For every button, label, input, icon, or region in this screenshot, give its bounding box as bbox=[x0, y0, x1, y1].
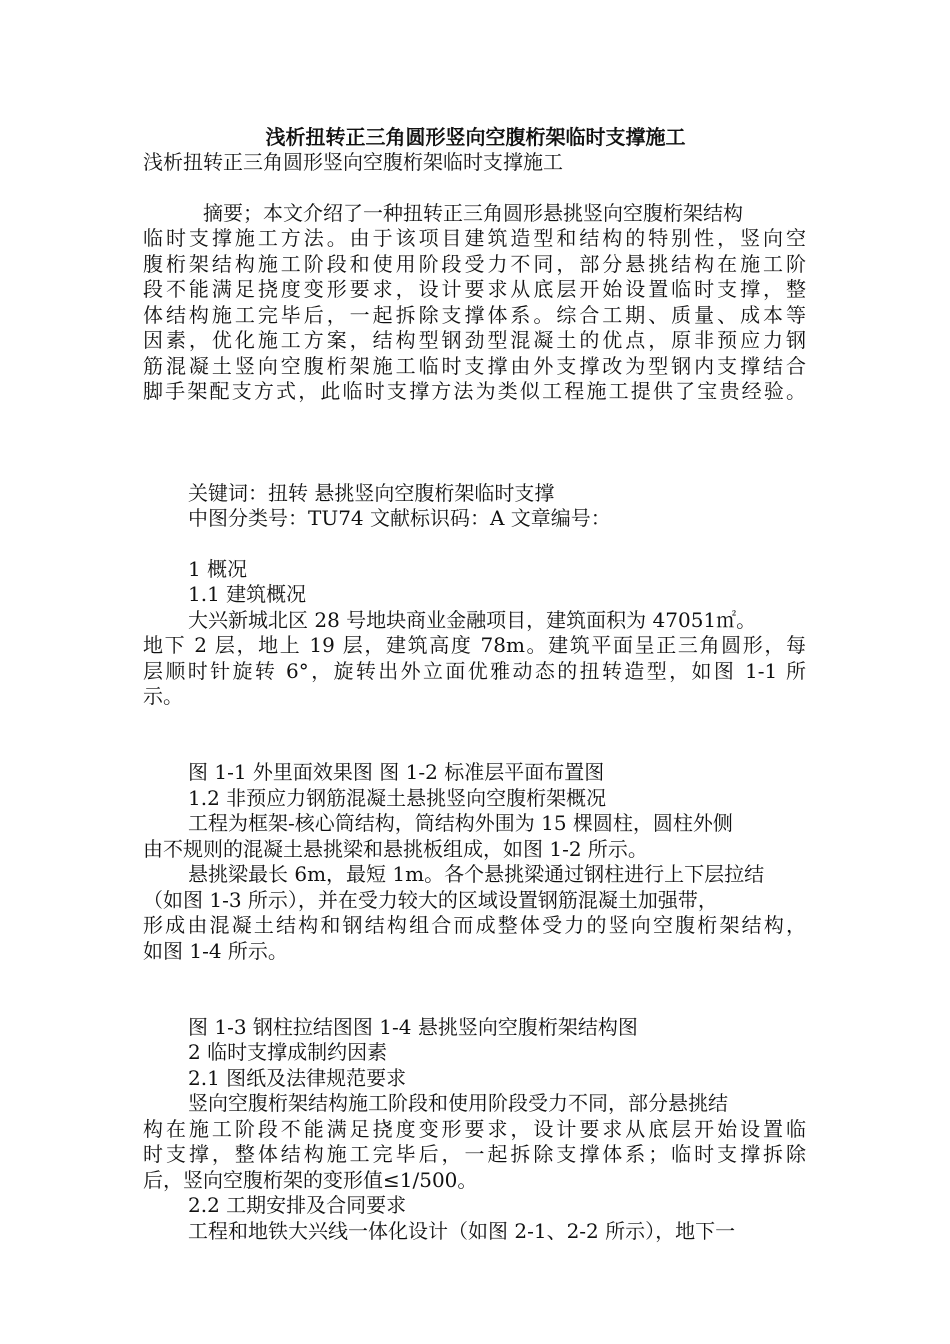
paragraph-line: 时支撑，整体结构施工完毕后，一起拆除支撑体系；临时支撑拆除 bbox=[143, 1142, 806, 1166]
section-heading: 2 临时支撑成制约因素 bbox=[188, 1040, 388, 1064]
document-subtitle: 浅析扭转正三角圆形竖向空腹桁架临时支撑施工 bbox=[143, 150, 563, 174]
subsection-heading: 1.1 建筑概况 bbox=[188, 582, 307, 606]
paragraph-line: 示。 bbox=[143, 684, 183, 708]
abstract-line: 腹桁架结构施工阶段和使用阶段受力不同，部分悬挑结构在施工阶 bbox=[143, 252, 806, 276]
abstract-line: 段不能满足挠度变形要求，设计要求从底层开始设置临时支撑，整 bbox=[143, 277, 806, 301]
keywords: 关键词：扭转 悬挑竖向空腹桁架临时支撑 bbox=[188, 481, 555, 505]
figure-caption: 图 1-1 外里面效果图 图 1-2 标准层平面布置图 bbox=[188, 760, 605, 784]
abstract-line: 脚手架配支方式，此临时支撑方法为类似工程施工提供了宝贵经验。 bbox=[143, 379, 806, 403]
paragraph-line: 形成由混凝土结构和钢结构组合而成整体受力的竖向空腹桁架结构， bbox=[143, 913, 806, 937]
paragraph-line: 后，竖向空腹桁架的变形值≤1/500。 bbox=[143, 1168, 478, 1192]
abstract-line: 摘要；本文介绍了一种扭转正三角圆形悬挑竖向空腹桁架结构 bbox=[203, 201, 743, 225]
paragraph-line: 构在施工阶段不能满足挠度变形要求，设计要求从底层开始设置临 bbox=[143, 1117, 806, 1141]
classification: 中图分类号：TU74 文献标识码：A 文章编号： bbox=[188, 506, 611, 530]
paragraph-line: 工程和地铁大兴线一体化设计（如图 2-1、2-2 所示），地下一 bbox=[188, 1219, 736, 1243]
paragraph-line: 悬挑梁最长 6m，最短 1m。各个悬挑梁通过钢柱进行上下层拉结 bbox=[188, 862, 765, 886]
abstract-line: 临时支撑施工方法。由于该项目建筑造型和结构的特别性，竖向空 bbox=[143, 226, 806, 250]
figure-caption: 图 1-3 钢柱拉结图图 1-4 悬挑竖向空腹桁架结构图 bbox=[188, 1015, 638, 1039]
abstract-line: 筋混凝土竖向空腹桁架施工临时支撑由外支撑改为型钢内支撑结合 bbox=[143, 354, 806, 378]
paragraph-line: 如图 1-4 所示。 bbox=[143, 939, 288, 963]
subsection-heading: 1.2 非预应力钢筋混凝土悬挑竖向空腹桁架概况 bbox=[188, 786, 607, 810]
paragraph-line: 竖向空腹桁架结构施工阶段和使用阶段受力不同，部分悬挑结 bbox=[188, 1091, 728, 1115]
section-heading: 1 概况 bbox=[188, 557, 248, 581]
abstract-line: 体结构施工完毕后，一起拆除支撑体系。综合工期、质量、成本等 bbox=[143, 303, 806, 327]
paragraph-line: 工程为框架-核心筒结构，筒结构外围为 15 棵圆柱，圆柱外侧 bbox=[188, 811, 733, 835]
paragraph-line: 地下 2 层，地上 19 层，建筑高度 78m。建筑平面呈正三角圆形，每 bbox=[143, 633, 806, 657]
abstract-line: 因素，优化施工方案，结构型钢劲型混凝土的优点，原非预应力钢 bbox=[143, 328, 806, 352]
document-title: 浅析扭转正三角圆形竖向空腹桁架临时支撑施工 bbox=[265, 125, 686, 149]
subsection-heading: 2.2 工期安排及合同要求 bbox=[188, 1193, 407, 1217]
paragraph-line: 层顺时针旋转 6°，旋转出外立面优雅动态的扭转造型，如图 1-1 所 bbox=[143, 659, 806, 683]
paragraph-line: 大兴新城北区 28 号地块商业金融项目，建筑面积为 47051㎡。 bbox=[188, 608, 757, 632]
subsection-heading: 2.1 图纸及法律规范要求 bbox=[188, 1066, 407, 1090]
paragraph-line: （如图 1-3 所示），并在受力较大的区域设置钢筋混凝土加强带， bbox=[143, 888, 718, 912]
paragraph-line: 由不规则的混凝土悬挑梁和悬挑板组成，如图 1-2 所示。 bbox=[143, 837, 648, 861]
